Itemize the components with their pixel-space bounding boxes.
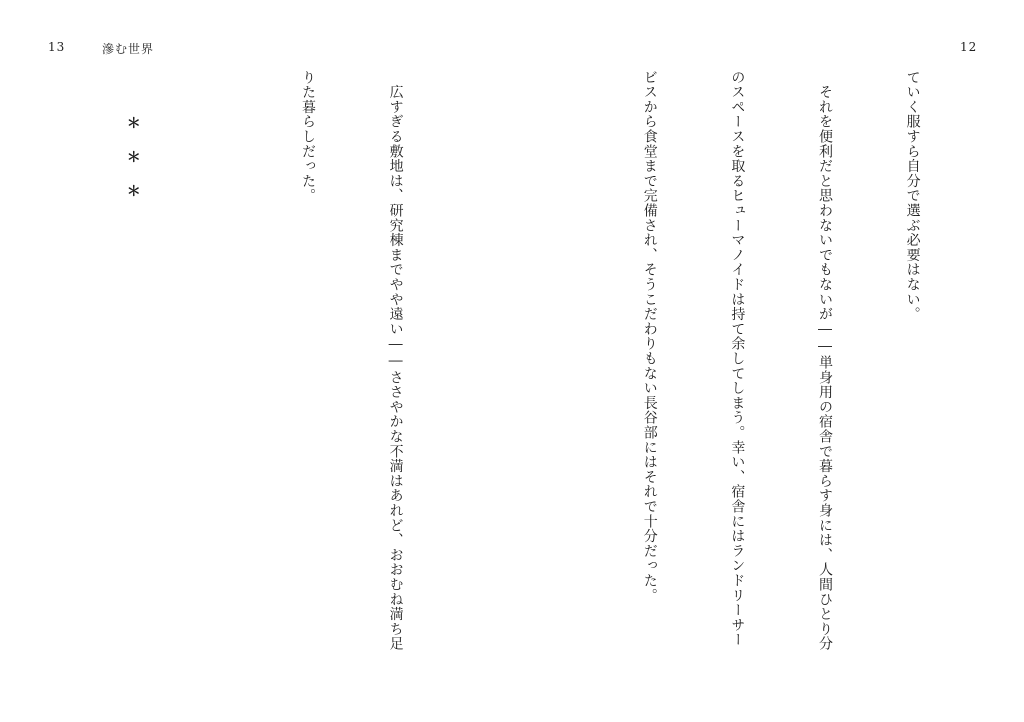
text-line: りた暮らしだった。	[299, 70, 316, 204]
blank-line	[205, 70, 234, 700]
left-page-text	[38, 70, 468, 700]
right-page-number: 12	[960, 40, 978, 54]
right-page-text	[575, 70, 985, 700]
text-line: ビスから食堂まで完備され、そうこだわりもない長谷部にはそれで十分だった。	[641, 70, 658, 603]
scene-break: ＊＊＊	[124, 116, 141, 218]
text-line: ていく服すら自分で選ぶ必要はない。	[904, 70, 921, 322]
text-line	[575, 70, 576, 700]
left-page-number: 13	[48, 40, 66, 54]
text-line: それを便利だと思わないでもないが――単身用の宿舎で暮らす身には、人間ひとり分	[816, 70, 833, 652]
running-title: 滲む世界	[102, 42, 155, 56]
text-line: 広すぎる敷地は、研究棟までやや遠い――ささやかな不満はあれど、おおむね満ち足	[387, 70, 404, 652]
text-line: のスペースを取るヒューマノイドは持て余してしまう。幸い、宿舎にはランドリーサー	[729, 70, 746, 648]
blank-line	[38, 70, 59, 700]
